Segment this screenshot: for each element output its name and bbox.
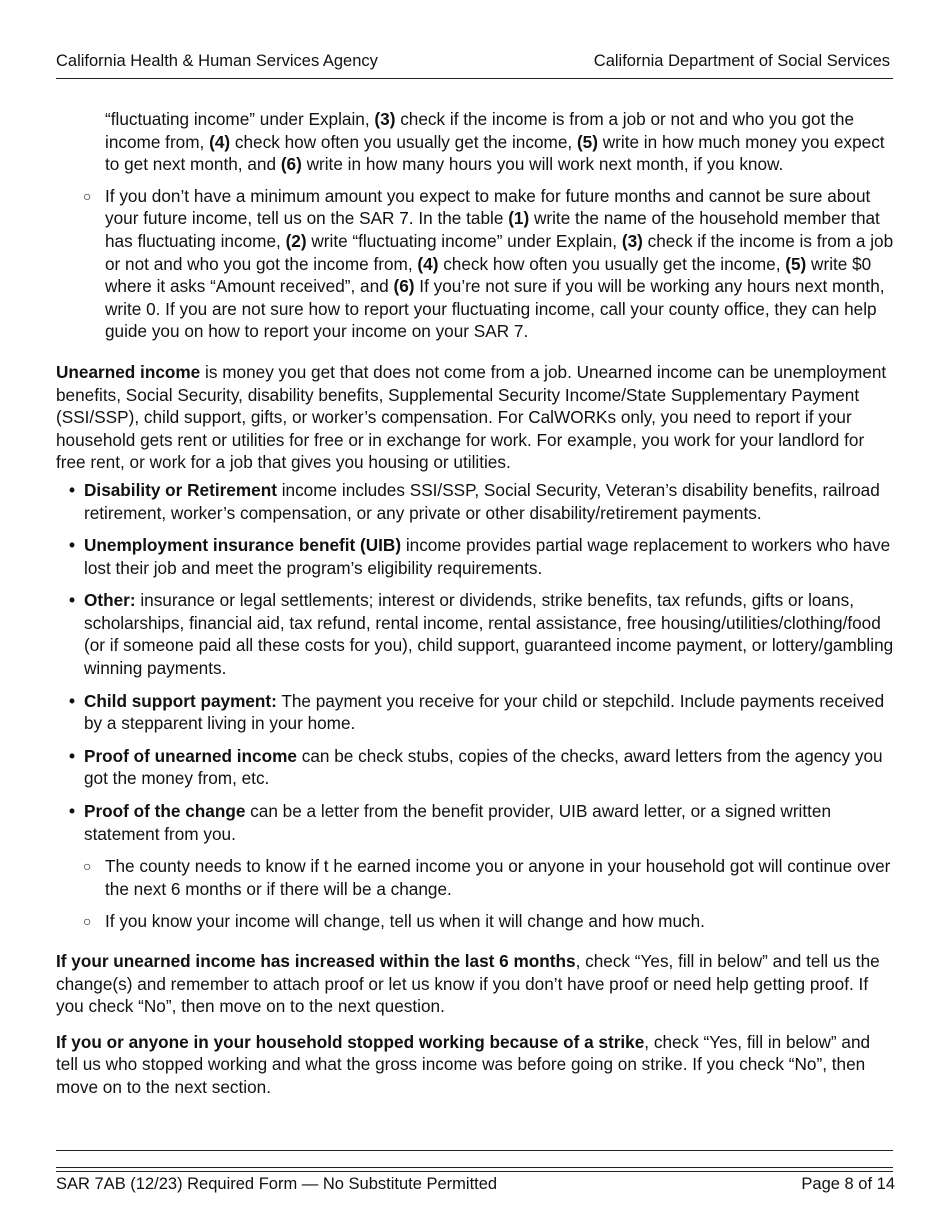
sub-bullet-continue: ○ The county needs to know if t he earned income you or anyone in your household got will continue over the next 6 months or if there will be a change. xyxy=(83,856,891,899)
strike-paragraph: If you or anyone in your household stopped working because of a strike, check “Yes, fill in below” and tell us who stopped working and what the gross income was before going on strike. If you check “No”, then move on to the next section. xyxy=(56,1031,871,1097)
bullet-child-support: • Child support payment: The payment you receive for your child or stepchild. Include payments received by a stepparent living in your home. xyxy=(69,690,885,734)
bullet-uib: • Unemployment insurance benefit (UIB) income provides partial wage replacement to workers who have lost their job and meet the program’s eligibility requirements. xyxy=(69,535,891,578)
bullet-other: • Other: insurance or legal settlements; interest or dividends, strike benefits, tax refunds, gifts or loans, scholarships, financial aid, tax refund, rental income, rental assistance, free housing/utilities/clothing/food (or if someone paid all these costs for you), child support, guaranteed income payment, or lottery/gambling winning payments. xyxy=(69,590,894,679)
hollow-bullet-icon: ○ xyxy=(83,858,92,875)
footer-rule-upper xyxy=(56,1167,893,1168)
bullet-disability-retirement: • Disability or Retirement income includes SSI/SSP, Social Security, Veteran’s disability benefits, railroad retirement, worker’s compensation, or any private or other disability/retirement payments. xyxy=(69,479,880,523)
sub-bullet-change: ○ If you know your income will change, tell us when it will change and how much. xyxy=(83,911,705,932)
bullet-icon: • xyxy=(69,801,76,822)
bullet-icon: • xyxy=(69,479,76,500)
page-content xyxy=(56,108,896,1099)
continued-paragraph: “fluctuating income” under Explain, (3) check if the income is from a job or not and who you got the income from, (4) check how often you usually get the income, (5) write in how much money you expect to get next month, and (6) write in how many hours you will work next month, if you know. xyxy=(105,109,885,175)
hollow-bullet-icon: ○ xyxy=(83,913,92,930)
footer-page-number: Page 8 of 14 xyxy=(801,1175,895,1193)
unearned-income-paragraph: Unearned income is money you get that does not come from a job. Unearned income can be unemployment benefits, Social Security, disability benefits, Supplemental Security Income/State Supplementary Payment (SSI/SSP), child support, gifts, or worker’s compensation. For CalWORKs only, you need to report if your household gets rent or utilities for free or in exchange for work. For example, you work for your landlord for free rent, or work for a job that gives you housing or utilities. xyxy=(56,361,887,473)
page-header xyxy=(56,52,890,71)
bullet-proof-change: • Proof of the change can be a letter from the benefit provider, UIB award letter, or a signed written statement from you. xyxy=(69,801,832,844)
bullet-icon: • xyxy=(69,535,76,556)
bullet-icon: • xyxy=(69,590,76,611)
page-footer xyxy=(56,1175,895,1194)
hollow-bullet-icon: ○ xyxy=(83,187,92,204)
sub-bullet-no-minimum: ○ If you don’t have a minimum amount you expect to make for future months and cannot be sure about your future income, tell us on the SAR 7. In the table (1) write the name of the household member that has fluctuating income, (2) write “fluctuating income” under Explain, (3) check if the income is from a job or not and who you got the income from, (4) check how often you usually get the income, (5) write $0 where it asks “Amount received”, and (6) If you’re not sure if you will be working any hours next month, write 0. If you are not sure how to report your fluctuating income, call your county office, they can help guide you on how to report your income on your SAR 7. xyxy=(83,185,894,342)
increased-income-paragraph: If your unearned income has increased within the last 6 months, check “Yes, fill in below” and tell us the change(s) and remember to attach proof or let us know if you don’t have proof or need help getting proof. If you check “No”, then move on to the next question. xyxy=(56,951,880,1017)
footer-form-id: SAR 7AB (12/23) Required Form — No Substitute Permitted xyxy=(56,1175,498,1193)
footer-rule-top xyxy=(56,1150,893,1151)
bullet-proof-unearned: • Proof of unearned income can be check stubs, copies of the checks, award letters from the agency you got the money from, etc. xyxy=(69,745,883,789)
bullet-icon: • xyxy=(69,745,76,766)
bullet-icon: • xyxy=(69,690,76,711)
header-agency: California Health & Human Services Agency xyxy=(56,52,378,70)
header-rule xyxy=(56,78,893,79)
header-department: California Department of Social Services xyxy=(593,52,890,70)
footer-rule-lower xyxy=(56,1171,893,1172)
